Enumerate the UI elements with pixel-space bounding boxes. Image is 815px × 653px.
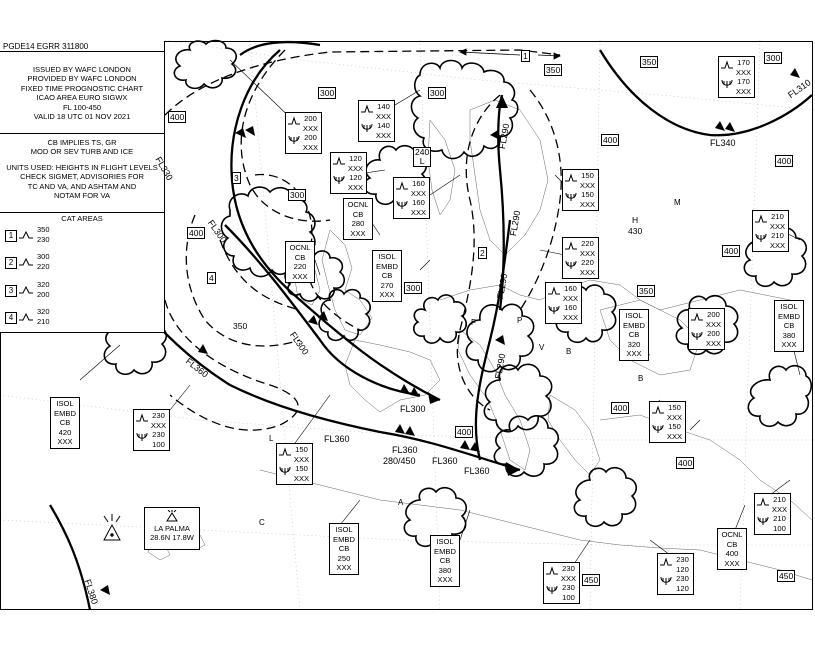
turb-value: XXX xyxy=(735,67,752,77)
pressure-value: 240 xyxy=(415,147,430,157)
map-letter: B xyxy=(638,374,644,383)
cat-bottom: 210 xyxy=(37,317,50,326)
map-letter: L xyxy=(269,434,274,443)
turb-icing-box xyxy=(562,169,599,211)
cb-line: CB xyxy=(439,556,451,566)
turb-value: XXX xyxy=(347,163,364,173)
turb-value: 230 xyxy=(676,555,689,564)
turb-value: 140 xyxy=(377,102,390,111)
icing-icon xyxy=(652,424,664,433)
icing-icon xyxy=(721,79,733,88)
turb-value: XXX xyxy=(560,573,577,583)
cb-line: CB xyxy=(726,539,738,549)
cb-line: CB xyxy=(352,209,364,219)
map-letter: M xyxy=(674,198,681,207)
turbulence-icon xyxy=(288,116,300,125)
cb-line: 400 xyxy=(725,549,739,559)
icing-value: 100 xyxy=(152,439,165,449)
cb-line: XXX xyxy=(781,340,797,350)
cb-line: 220 xyxy=(293,262,307,272)
turb-icing-box xyxy=(543,562,580,604)
tropopause-height: 450 xyxy=(584,575,599,585)
tropopause-height: 350 xyxy=(233,321,248,331)
cb-line: 420 xyxy=(58,427,72,437)
turbulence-icon xyxy=(546,566,558,575)
icing-value: 210 xyxy=(771,231,784,241)
icing-icon xyxy=(755,233,767,242)
cat-top: 350 xyxy=(37,225,50,234)
jet-level-label: FL290 xyxy=(508,209,523,237)
cb-line: 380 xyxy=(438,565,452,575)
icing-value: 150 xyxy=(581,190,594,200)
turb-icing-box xyxy=(688,308,725,350)
cb-line: OCNL xyxy=(289,243,311,252)
turb-value: 120 xyxy=(349,154,362,163)
turb-icing-box xyxy=(562,237,599,279)
turb-value: XXX xyxy=(579,248,596,258)
cb-line: XXX xyxy=(350,228,366,238)
cb-line: XXX xyxy=(57,437,73,447)
turb-icing-box xyxy=(657,553,694,595)
turb-value: XXX xyxy=(293,454,310,464)
turb-value: XXX xyxy=(705,319,722,329)
cb-line: 320 xyxy=(627,339,641,349)
turbulence-icon xyxy=(565,173,577,182)
turb-value: 120 xyxy=(676,564,689,574)
cb-line: XXX xyxy=(437,575,453,585)
jet-level-label: FL300 xyxy=(400,404,426,414)
turb-value: XXX xyxy=(769,221,786,231)
cb-line: EMBD xyxy=(623,320,645,330)
cb-area-box xyxy=(774,300,804,352)
cat-number: 1 xyxy=(5,230,17,242)
turb-value: 150 xyxy=(668,403,681,412)
turb-value: XXX xyxy=(375,111,392,121)
icing-value: 210 xyxy=(773,514,786,524)
cb-line: XXX xyxy=(292,271,308,281)
issued-line: VALID 18 UTC 01 NOV 2021 xyxy=(33,112,131,122)
cb-line: MOD OR SEV TURB AND ICE xyxy=(30,147,134,157)
icing-value: 230 xyxy=(152,430,165,440)
jet-level-label: FL360 xyxy=(324,434,350,444)
jet-level-label: FL290 xyxy=(495,272,510,300)
turb-value: XXX xyxy=(579,180,596,190)
cat-top: 320 xyxy=(37,280,50,289)
tropopause-height: 400 xyxy=(678,458,693,468)
turb-icing-box xyxy=(330,152,367,194)
units-line: TC AND VA, AND ASHTAM AND xyxy=(27,181,137,191)
turb-value: XXX xyxy=(666,412,683,422)
icing-value: 170 xyxy=(737,77,750,87)
turb-value: XXX xyxy=(562,293,579,303)
cat-area-entry xyxy=(5,280,125,302)
jet-level-label: FL290 xyxy=(497,122,512,150)
cat-area-marker: 4 xyxy=(209,273,214,283)
jet-level-label: FL360 xyxy=(183,356,211,380)
cat-area-entry xyxy=(5,307,125,329)
cb-line: CB xyxy=(59,418,71,428)
turb-icing-box xyxy=(649,401,686,443)
map-letter: F xyxy=(471,318,476,327)
turb-icing-box xyxy=(393,177,430,219)
icing-icon xyxy=(288,135,300,144)
cat-number: 2 xyxy=(5,257,17,269)
issued-line: ICAO AREA EURO SIGWX xyxy=(36,93,128,103)
cb-line: XXX xyxy=(626,349,642,359)
cb-line: EMBD xyxy=(376,261,398,271)
turbulence-icon xyxy=(136,413,148,422)
cb-line: CB xyxy=(783,321,795,331)
cat-area-entry xyxy=(5,225,125,247)
icing-value: 230 xyxy=(562,583,575,593)
icing-value: XXX xyxy=(410,207,427,217)
icing-value: XXX xyxy=(293,473,310,483)
icing-value: 150 xyxy=(295,464,308,474)
cat-area-marker: 1 xyxy=(523,51,528,61)
tropopause-height: 350 xyxy=(642,57,657,67)
turb-value: 200 xyxy=(707,310,720,319)
icing-value: XXX xyxy=(705,338,722,348)
pressure-letter: L xyxy=(419,156,425,166)
cb-area-box xyxy=(50,397,80,449)
icing-icon xyxy=(565,192,577,201)
units-line: CHECK SIGMET, ADVISORIES FOR xyxy=(20,172,144,182)
cb-line: ISOL xyxy=(56,399,74,408)
volcano-label-box xyxy=(144,507,200,550)
turb-icing-box xyxy=(133,409,170,451)
cat-top: 320 xyxy=(37,307,50,316)
icing-value: XXX xyxy=(347,182,364,192)
icing-value: 100 xyxy=(773,523,786,533)
jet-level-label: FL290 xyxy=(493,352,508,380)
tropopause-height: 300 xyxy=(320,88,335,98)
icing-value: 160 xyxy=(412,198,425,208)
icing-value: 100 xyxy=(562,592,575,602)
icing-value: XXX xyxy=(769,240,786,250)
icing-value: XXX xyxy=(735,86,752,96)
tropopause-height: 400 xyxy=(603,135,618,145)
cb-line: EMBD xyxy=(778,311,800,321)
units-line: UNITS USED: HEIGHTS IN FLIGHT LEVELS xyxy=(6,163,158,172)
icing-icon xyxy=(396,200,408,209)
tropopause-height: 350 xyxy=(639,286,654,296)
turb-value: 220 xyxy=(581,239,594,248)
icing-icon xyxy=(548,305,560,314)
cb-line: 380 xyxy=(782,330,796,340)
cb-line: CB xyxy=(294,252,306,262)
turb-value: XXX xyxy=(410,188,427,198)
pressure-value: 430 xyxy=(628,226,643,236)
cat-number: 3 xyxy=(5,285,17,297)
cat-number: 4 xyxy=(5,312,17,324)
icing-icon xyxy=(691,331,703,340)
cat-area-marker: 3 xyxy=(234,173,239,183)
turbulence-icon xyxy=(757,497,769,506)
icing-icon xyxy=(136,432,148,441)
cb-note xyxy=(0,138,164,157)
units-note xyxy=(0,163,164,201)
turb-value: 160 xyxy=(412,179,425,188)
icing-icon xyxy=(333,175,345,184)
tropopause-height: 400 xyxy=(613,403,628,413)
turbulence-icon xyxy=(721,60,733,69)
cb-line: EMBD xyxy=(54,408,76,418)
icing-value: XXX xyxy=(375,130,392,140)
icing-value: 200 xyxy=(304,133,317,143)
map-letter: A xyxy=(398,498,404,507)
turb-icing-box xyxy=(718,56,755,98)
jet-level-label: FL380 xyxy=(82,578,100,606)
jet-level-label: FL300 xyxy=(205,218,229,245)
pressure-letter: H xyxy=(632,215,639,225)
map-letter: V xyxy=(539,343,545,352)
cb-line: 280 xyxy=(351,219,365,229)
cb-line: CB xyxy=(628,330,640,340)
turbulence-icon xyxy=(19,258,33,266)
tropopause-height: 400 xyxy=(170,112,185,122)
turb-value: 150 xyxy=(295,445,308,454)
cb-line: XXX xyxy=(724,558,740,568)
issued-line: ISSUED BY WAFC LONDON xyxy=(33,65,131,74)
cb-line: CB xyxy=(338,544,350,554)
tropopause-height: 450 xyxy=(779,571,794,581)
jet-depth-label: 280/450 xyxy=(383,456,416,466)
turb-value: 150 xyxy=(581,171,594,180)
jet-level-label: FL360 xyxy=(432,456,458,466)
cb-line: ISOL xyxy=(780,302,798,311)
turb-icing-box xyxy=(752,210,789,252)
high-pressure-center xyxy=(627,215,643,237)
icing-value: XXX xyxy=(579,267,596,277)
turb-value: 210 xyxy=(771,212,784,221)
issued-line: FIXED TIME PROGNOSTIC CHART xyxy=(20,83,144,93)
icing-icon xyxy=(757,516,769,525)
icing-value: XXX xyxy=(302,142,319,152)
cb-area-box xyxy=(619,309,649,361)
map-letter: C xyxy=(259,518,265,527)
tropopause-height: 300 xyxy=(430,88,445,98)
tropopause-height: 400 xyxy=(724,246,739,256)
icing-value: 160 xyxy=(564,303,577,313)
icing-value: XXX xyxy=(666,431,683,441)
icing-value: 230 xyxy=(676,574,689,584)
cb-line: 250 xyxy=(337,553,351,563)
icing-icon xyxy=(361,123,373,132)
icing-value: XXX xyxy=(579,199,596,209)
cb-area-box xyxy=(372,250,402,302)
turbulence-icon xyxy=(19,313,33,321)
legend-divider xyxy=(0,212,164,213)
turb-value: 170 xyxy=(737,58,750,67)
tropopause-height: 350 xyxy=(546,65,561,75)
cb-line: ISOL xyxy=(378,252,396,261)
cb-area-box xyxy=(343,198,373,240)
jet-level-label: FL330 xyxy=(153,155,175,183)
cat-area-entry xyxy=(5,252,125,274)
turb-value: 210 xyxy=(773,495,786,504)
legend-panel xyxy=(0,41,165,333)
turbulence-icon xyxy=(279,447,291,456)
jet-level-label: FL360 xyxy=(464,466,490,476)
tropopause-height: 400 xyxy=(777,156,792,166)
cb-area-box xyxy=(430,535,460,587)
legend-divider xyxy=(0,133,164,134)
volcano-name: LA PALMA xyxy=(154,524,190,533)
turbulence-icon xyxy=(19,286,33,294)
cb-line: EMBD xyxy=(434,546,456,556)
turb-value: XXX xyxy=(302,123,319,133)
tropopause-height: 300 xyxy=(406,283,421,293)
tropopause-height: 400 xyxy=(189,228,204,238)
icing-value: 140 xyxy=(377,121,390,131)
cb-line: 270 xyxy=(380,280,394,290)
turb-value: XXX xyxy=(150,420,167,430)
turbulence-icon xyxy=(19,231,33,239)
chart-header-title: PGDE14 EGRR 311800 xyxy=(0,41,164,52)
turb-value: 200 xyxy=(304,114,317,123)
icing-icon xyxy=(660,576,672,585)
tropopause-height: 300 xyxy=(290,190,305,200)
cb-line: OCNL xyxy=(347,200,369,209)
icing-icon xyxy=(279,466,291,475)
cat-area-marker: 2 xyxy=(480,248,485,258)
map-letter: P xyxy=(517,316,523,325)
cat-bottom: 220 xyxy=(37,262,50,271)
jet-level-label: FL360 xyxy=(392,445,418,455)
cb-area-box xyxy=(329,523,359,575)
turbulence-icon xyxy=(361,104,373,113)
cb-line: OCNL xyxy=(721,530,743,539)
tropopause-height: 400 xyxy=(457,427,472,437)
jet-level-label: FL300 xyxy=(287,330,311,357)
tropopause-height: 300 xyxy=(766,53,781,63)
turbulence-icon xyxy=(548,286,560,295)
cb-line: XXX xyxy=(336,563,352,573)
icing-value: 150 xyxy=(668,422,681,432)
volcano-coords: 28.6N 17.8W xyxy=(150,533,194,542)
cb-line: ISOL xyxy=(436,537,454,546)
turb-icing-box xyxy=(276,443,313,485)
low-pressure-center xyxy=(413,147,431,167)
cb-area-box xyxy=(717,528,747,570)
cb-line: ISOL xyxy=(625,311,643,320)
turbulence-icon xyxy=(755,214,767,223)
jet-level-label: FL310 xyxy=(786,77,813,101)
volcano-icon xyxy=(165,510,179,522)
icing-value: 120 xyxy=(676,583,689,593)
cat-bottom: 230 xyxy=(37,235,50,244)
icing-value: 220 xyxy=(581,258,594,268)
icing-value: XXX xyxy=(562,312,579,322)
cb-line: EMBD xyxy=(333,534,355,544)
cat-bottom: 200 xyxy=(37,290,50,299)
cb-line: XXX xyxy=(379,290,395,300)
turb-icing-box xyxy=(358,100,395,142)
icing-value: 200 xyxy=(707,329,720,339)
issued-line: PROVIDED BY WAFC LONDON xyxy=(27,74,137,84)
icing-icon xyxy=(565,260,577,269)
cb-line: ISOL xyxy=(335,525,353,534)
turbulence-icon xyxy=(396,181,408,190)
turbulence-icon xyxy=(652,405,664,414)
icing-icon xyxy=(546,585,558,594)
issued-info xyxy=(0,65,164,121)
icing-value: 120 xyxy=(349,173,362,183)
turb-icing-box xyxy=(545,282,582,324)
cat-areas-title: CAT AREAS xyxy=(61,214,103,223)
turbulence-icon xyxy=(691,312,703,321)
cat-top: 300 xyxy=(37,252,50,261)
turb-icing-box xyxy=(285,112,322,154)
units-line: NOTAM FOR VA xyxy=(54,191,110,201)
cb-area-box xyxy=(285,241,315,283)
turb-value: 230 xyxy=(562,564,575,573)
turbulence-icon xyxy=(333,156,345,165)
issued-line: FL 100-450 xyxy=(62,102,102,112)
jet-level-label: FL340 xyxy=(710,138,736,148)
turb-value: 230 xyxy=(152,411,165,420)
cb-line: CB xyxy=(381,271,393,281)
map-letter: B xyxy=(566,347,572,356)
turbulence-icon xyxy=(565,241,577,250)
cb-line: CB IMPLIES TS, GR xyxy=(47,138,117,147)
turbulence-icon xyxy=(660,557,672,566)
turb-value: 160 xyxy=(564,284,577,293)
turb-icing-box xyxy=(754,493,791,535)
turb-value: XXX xyxy=(771,504,788,514)
